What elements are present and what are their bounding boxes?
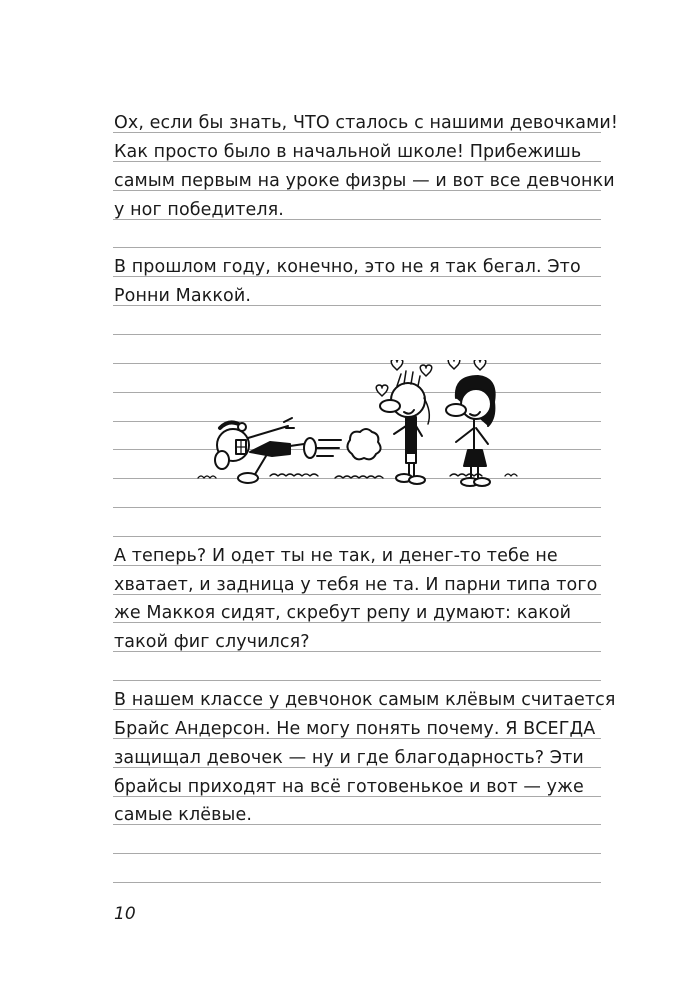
text-line: у ног победителя.: [114, 200, 284, 220]
text-line: самые клёвые.: [114, 805, 252, 825]
ruled-line: [113, 680, 601, 681]
text-line: хватает, и задница у тебя не та. И парни типа того: [114, 575, 598, 595]
text-line: самым первым на уроке физры — и вот все девчонки: [114, 171, 615, 191]
text-line: Ох, если бы знать, ЧТО сталось с нашими девочками!: [114, 113, 618, 133]
text-line: В нашем классе у девчонок самым клёвым считается: [114, 690, 616, 710]
dust-cloud: [347, 429, 380, 459]
text-line: брайсы приходят на всё готовенькое и вот — уже: [114, 777, 584, 797]
text-line: Как просто было в начальной школе! Прибежишь: [114, 142, 582, 162]
text-line: же Маккоя сидят, скребут репу и думают: какой: [114, 603, 572, 623]
illustration-boy-running-girls: [180, 360, 540, 510]
speed-lines: [317, 440, 341, 456]
ruled-line: [113, 247, 601, 248]
page-number: 10: [114, 904, 136, 924]
text-line: такой фиг случился?: [114, 632, 310, 652]
girl-right: [446, 376, 495, 486]
text-line: защищал девочек — ну и где благодарность? Эти: [114, 748, 584, 768]
text-line: А теперь? И одет ты не так, и денег-то тебе не: [114, 546, 558, 566]
ruled-line: [113, 853, 601, 854]
text-line: Ронни Маккой.: [114, 286, 251, 306]
ruled-line: [113, 334, 601, 335]
ruled-line: [113, 536, 601, 537]
text-line: Брайс Андерсон. Не могу понять почему. Я ВСЕГДА: [114, 719, 596, 739]
text-line: В прошлом году, конечно, это не я так бегал. Это: [114, 257, 581, 277]
ruled-line: [113, 882, 601, 883]
running-boy: [215, 418, 316, 483]
